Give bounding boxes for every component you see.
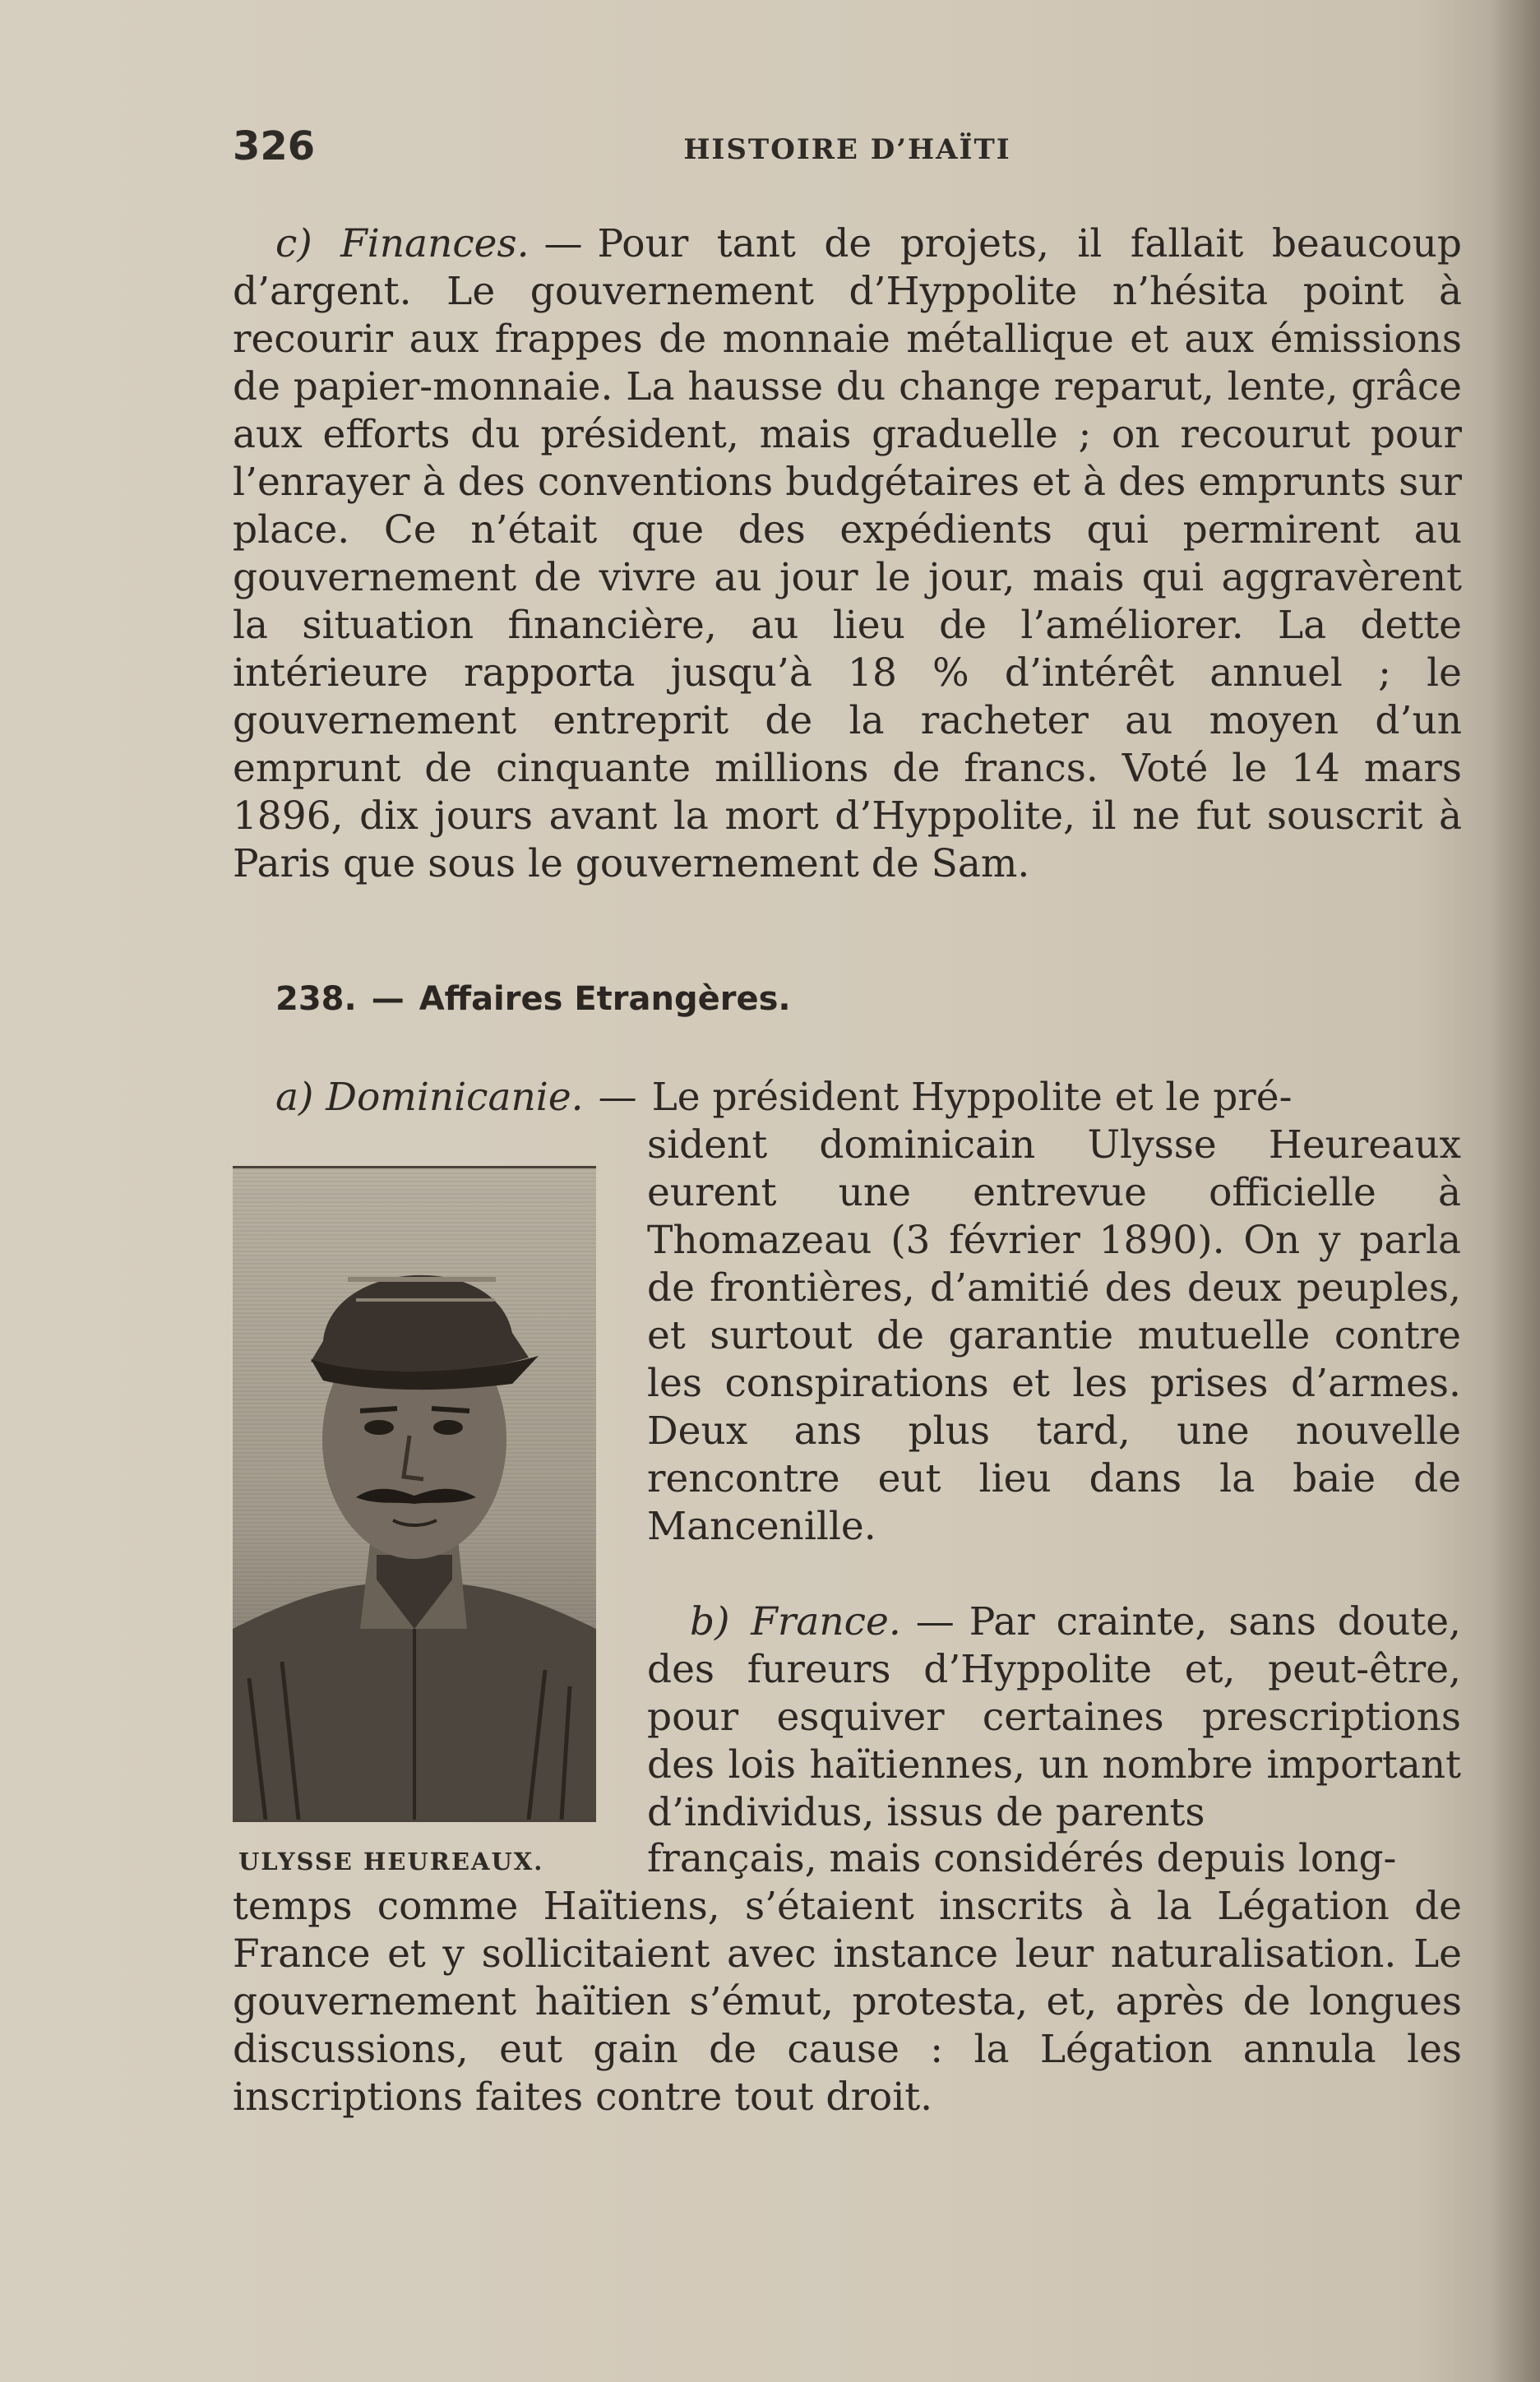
dominicanie-column-block — [647, 1122, 1461, 1551]
portrait-image — [233, 1166, 596, 1822]
right-eye — [433, 1420, 463, 1435]
section-number: 238. — [275, 980, 357, 1018]
em-dash: — — [915, 1599, 955, 1644]
left-eye — [364, 1420, 394, 1435]
dominicanie-first-line-text — [233, 1074, 1462, 1122]
dominicanie-label: a) Dominicanie. — [275, 1075, 584, 1120]
page-edge-shadow — [1491, 0, 1540, 2382]
right-brow — [432, 1408, 469, 1411]
section-title: Affaires Etrangères. — [419, 980, 791, 1018]
em-dash: — — [598, 1075, 637, 1120]
finances-label: c) Finances. — [275, 221, 530, 266]
dominicanie-first-line-rest: Le président Hyppolite et le pré- — [651, 1075, 1293, 1120]
france-continuation-block — [233, 1883, 1462, 2121]
dominicanie-paragraph: sident dominicain Ulysse Heureaux eurent une entrevue officielle à Thomazeau (3 février 1890). On y parla de frontières, d’amitié des deux peuples, et surtout de garantie mutuelle contre les conspirations et les prises d’armes. Deux ans plus tard, une nouvelle rencontre eut lieu dans la baie de Mancenille. — [647, 1122, 1461, 1549]
portrait-caption: ULYSSE HEUREAUX. — [238, 1848, 544, 1876]
france-paragraph — [647, 1598, 1461, 1837]
em-dash: — — [543, 221, 583, 266]
dominicanie-first-line — [233, 1074, 1462, 1122]
finances-paragraph-block — [233, 220, 1462, 888]
france-caption-line-text: français, mais considérés depuis long- — [647, 1836, 1397, 1881]
page-number: 326 — [233, 123, 316, 169]
page-header — [233, 123, 1462, 173]
france-column-text: Par crainte, sans doute, des fureurs d’Hyppolite et, peut-être, pour esquiver certaines prescriptions des lois haïtiennes, un nombre important d’individus, issus de parents — [647, 1599, 1462, 1835]
finances-paragraph — [233, 220, 1462, 888]
left-brow — [360, 1408, 397, 1411]
em-dash: — — [371, 980, 405, 1018]
portrait-engraving — [233, 1168, 596, 1820]
france-continuation-paragraph: temps comme Haïtiens, s’étaient inscrits à la Légation de France et y sollicitaient avec instance leur naturalisation. Le gouvernement haïtien s’émut, protesta, et, après de longues discussions, eut gain de cause : la Légation annula les inscriptions faites contre tout droit. — [233, 1884, 1462, 2120]
running-title: HISTOIRE D’HAÏTI — [683, 133, 1011, 166]
finances-text: Pour tant de projets, il fallait beaucoup d’argent. Le gouvernement d’Hyppolite n’hésita point à recourir aux frappes de monnaie métallique et aux émissions de papier-monnaie. La hausse du change reparut, lente, grâce aux efforts du président, mais graduelle ; on recourut pour l’enrayer à des conventions budgétaires et à des emprunts sur place. Ce n’était que des expédients qui permirent au gouvernement de vivre au jour le jour, mais qui aggravèrent la situation financière, au lieu de l’améliorer. La dette intérieure rapporta jusqu’à 18 % d’intérêt annuel ; le gouvernement entreprit de la racheter au moyen d’un emprunt de cinquante millions de francs. Voté le 14 mars 1896, dix jours avant la mort d’Hyppolite, il ne fut souscrit à Paris que sous le gouvernement de Sam. — [233, 221, 1462, 886]
france-column-block — [647, 1598, 1461, 1837]
france-caption-line — [647, 1835, 1461, 1883]
france-label: b) France. — [690, 1599, 901, 1644]
kepi-cap-shape — [311, 1275, 529, 1372]
section-heading — [233, 980, 791, 1018]
